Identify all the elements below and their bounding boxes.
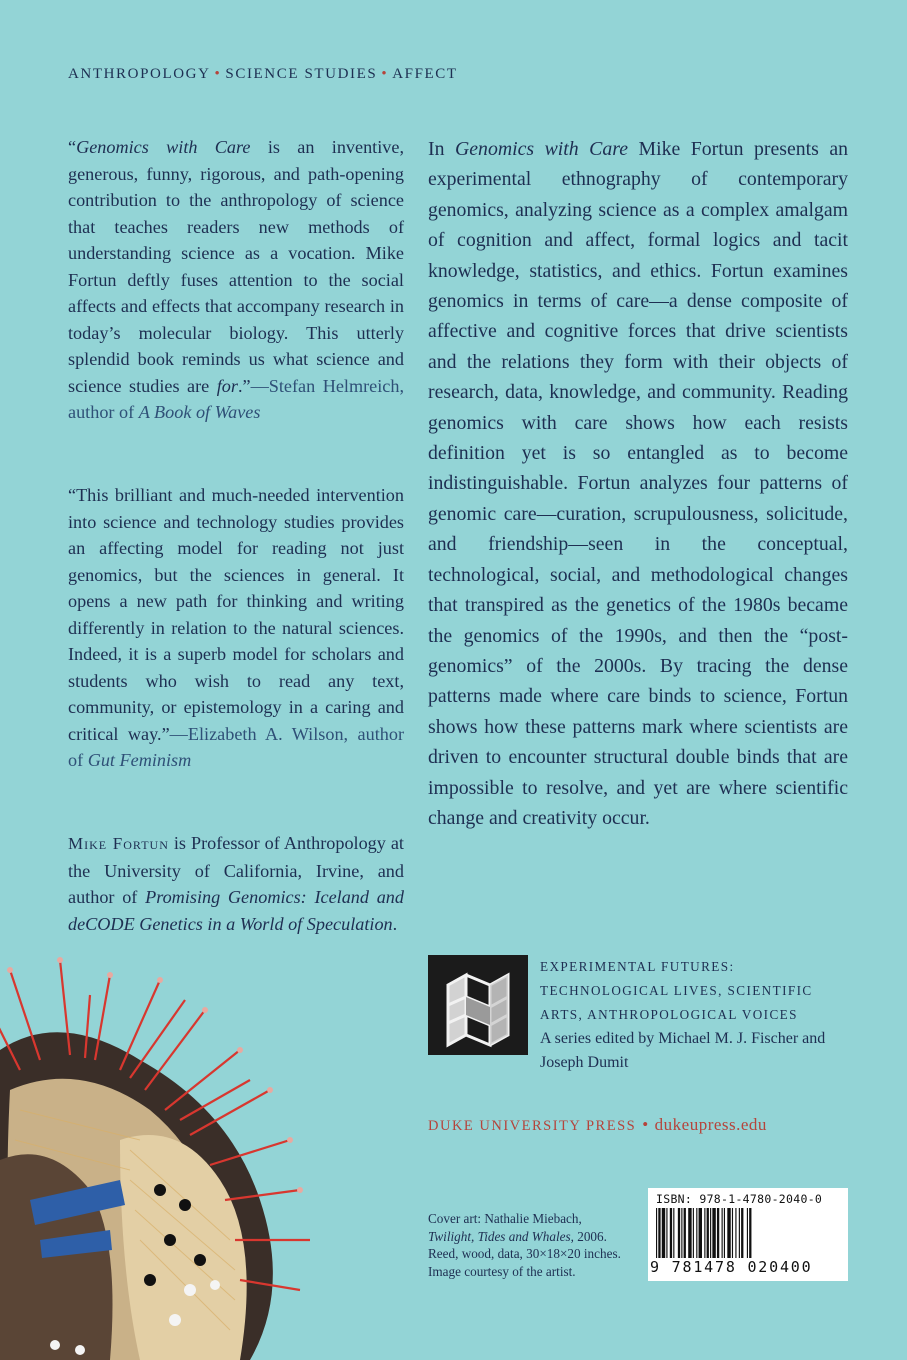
barcode-bar: [681, 1208, 682, 1258]
bio-end: .: [392, 913, 398, 934]
barcode-bar: [662, 1208, 665, 1258]
attribution-book-title: Gut Feminism: [87, 750, 192, 770]
bio-text: is Professor of Anthropology at the University of California, Irvine, and author of: [68, 833, 404, 907]
separator-dot: •: [214, 66, 222, 82]
barcode-bar: [707, 1208, 709, 1258]
credit-artist: Cover art: Nathalie Miebach,: [428, 1211, 582, 1226]
barcode-bar: [710, 1208, 711, 1258]
series-logo-icon: [428, 955, 528, 1055]
barcode-bar: [735, 1208, 736, 1258]
endorsement-attribution: —Elizabeth A. Wilson, author of: [68, 723, 405, 770]
barcode-bar: [688, 1208, 691, 1258]
category-line: [68, 66, 458, 83]
barcode-bar: [732, 1208, 733, 1258]
credit-materials: Reed, wood, data, 30×18×20 inches.: [428, 1246, 621, 1262]
publisher-name: DUKE UNIVERSITY PRESS: [428, 1118, 637, 1134]
barcode-bar: [741, 1208, 743, 1258]
barcode-bar: [684, 1208, 686, 1258]
publisher-url[interactable]: dukeupress.edu: [654, 1115, 767, 1134]
close-quote: .”: [237, 375, 251, 396]
barcode-bar: [717, 1208, 719, 1258]
experimental-futures-logo: [428, 955, 528, 1055]
author-bio: [68, 830, 404, 937]
cover-artwork-image: [0, 940, 420, 1360]
attribution-book-title: A Book of Waves: [138, 402, 261, 422]
series-editors: A series edited by Michael M. J. Fischer and Joseph Dumit: [540, 1030, 826, 1071]
barcode-bar: [656, 1208, 657, 1258]
isbn-label: ISBN: 978-1-4780-2040-0: [656, 1192, 823, 1206]
endorsement-text: is an inventive, generous, funny, rigorous, and path-opening contribution to the anthropology of science that teaches readers new methods of understanding science as a vocation. Mike Fortun deftly fuses attention to the social affects and effects that accompany research in today’s molecular biology. This utterly splendid book reminds us what science and science studies are: [68, 137, 404, 396]
barcode-bar: [658, 1208, 660, 1258]
barcode-bar: [712, 1208, 715, 1258]
publisher-line: [428, 1115, 767, 1135]
endorsement-helmreich: [68, 134, 404, 426]
barcode-bar: [673, 1208, 674, 1258]
cover-art-credit: [428, 1210, 638, 1280]
series-info: [428, 955, 848, 1075]
separator-dot: •: [381, 66, 389, 82]
endorsement-text: “This brilliant and much-needed intervention into science and technology studies provides an affecting model for reading not just genomics, but the sciences in general. It opens a new path for thinking and writing differently in relation to the natural sciences. Indeed, it is a superb model for scholars and students who wish to read any text, community, or epistemology in a caring and critical way.”: [68, 485, 404, 744]
book-description: [428, 134, 848, 833]
previous-book-title: Promising Genomics: Iceland and deCODE Genetics in a World of Speculation: [68, 887, 404, 934]
description-text: Mike Fortun presents an experimental ethnography of contemporary genomics, analyzing science as a complex amalgam of cognition and affect, formal logics and tacit knowledge, statistics, and ethics. Fortun examines genomics in terms of care—a dense composite of affective and cognitive forces that drive scientists and the relations they form with their objects of research, data, knowledge, and community. Reading genomics with care shows how each resists definition yet is so entangled as to become indistinguishable. Fortun analyzes four patterns of genomic care—curation, scrupulousness, solicitude, and friendship—seen in the conceptual, technological, social, and methodological changes that transpired as the genetics of the 1980s became the genomics of the 1990s, and then the “post-genomics” of the 2000s. By tracing the dense patterns made where care binds to science, Fortun shows how these patterns mark where scientists are driven to encounter structural double binds that are impossible to resolve, and yet are where scientific change and creativity occur.: [428, 138, 848, 829]
open-quote: “: [68, 137, 77, 157]
barcode-bar: [727, 1208, 730, 1258]
isbn-barcode: [648, 1188, 848, 1281]
barcode-bar: [749, 1208, 751, 1258]
barcode-bar: [693, 1208, 694, 1258]
series-title: EXPERIMENTAL FUTURES: TECHNOLOGICAL LIVES, SCIENTIFIC ARTS, ANTHROPOLOGICAL VOICES: [540, 959, 813, 1022]
separator-dot: •: [642, 1115, 649, 1134]
credit-artwork-title: Twilight, Tides and Whales: [428, 1228, 571, 1244]
emphasis: for: [216, 375, 238, 396]
credit-courtesy: Image courtesy of the artist.: [428, 1263, 576, 1279]
author-name: Mike Fortun: [68, 834, 169, 853]
barcode-digits: 9 781478 020400: [650, 1258, 813, 1276]
book-title: Genomics with Care: [76, 137, 251, 157]
barcode-bar: [699, 1208, 702, 1258]
artwork-sculpture: [0, 957, 310, 1360]
barcode-bar: [722, 1208, 723, 1258]
category-science-studies: SCIENCE STUDIES: [225, 66, 378, 82]
credit-year: , 2006.: [570, 1228, 607, 1244]
description-lead: In: [428, 138, 455, 160]
barcode-bar: [724, 1208, 725, 1258]
barcode-bar: [696, 1208, 697, 1258]
barcode-bar: [739, 1208, 740, 1258]
barcode-bar: [747, 1208, 748, 1258]
book-title: Genomics with Care: [454, 138, 628, 160]
barcode-bar: [670, 1208, 672, 1258]
barcode-bar: [666, 1208, 667, 1258]
barcode-bar: [704, 1208, 705, 1258]
category-affect: AFFECT: [392, 66, 458, 82]
endorsement-wilson: [68, 482, 404, 774]
endorsement-attribution: —Stefan Helmreich, author of: [68, 375, 404, 422]
barcode-bar: [678, 1208, 680, 1258]
category-anthropology: ANTHROPOLOGY: [68, 66, 211, 82]
